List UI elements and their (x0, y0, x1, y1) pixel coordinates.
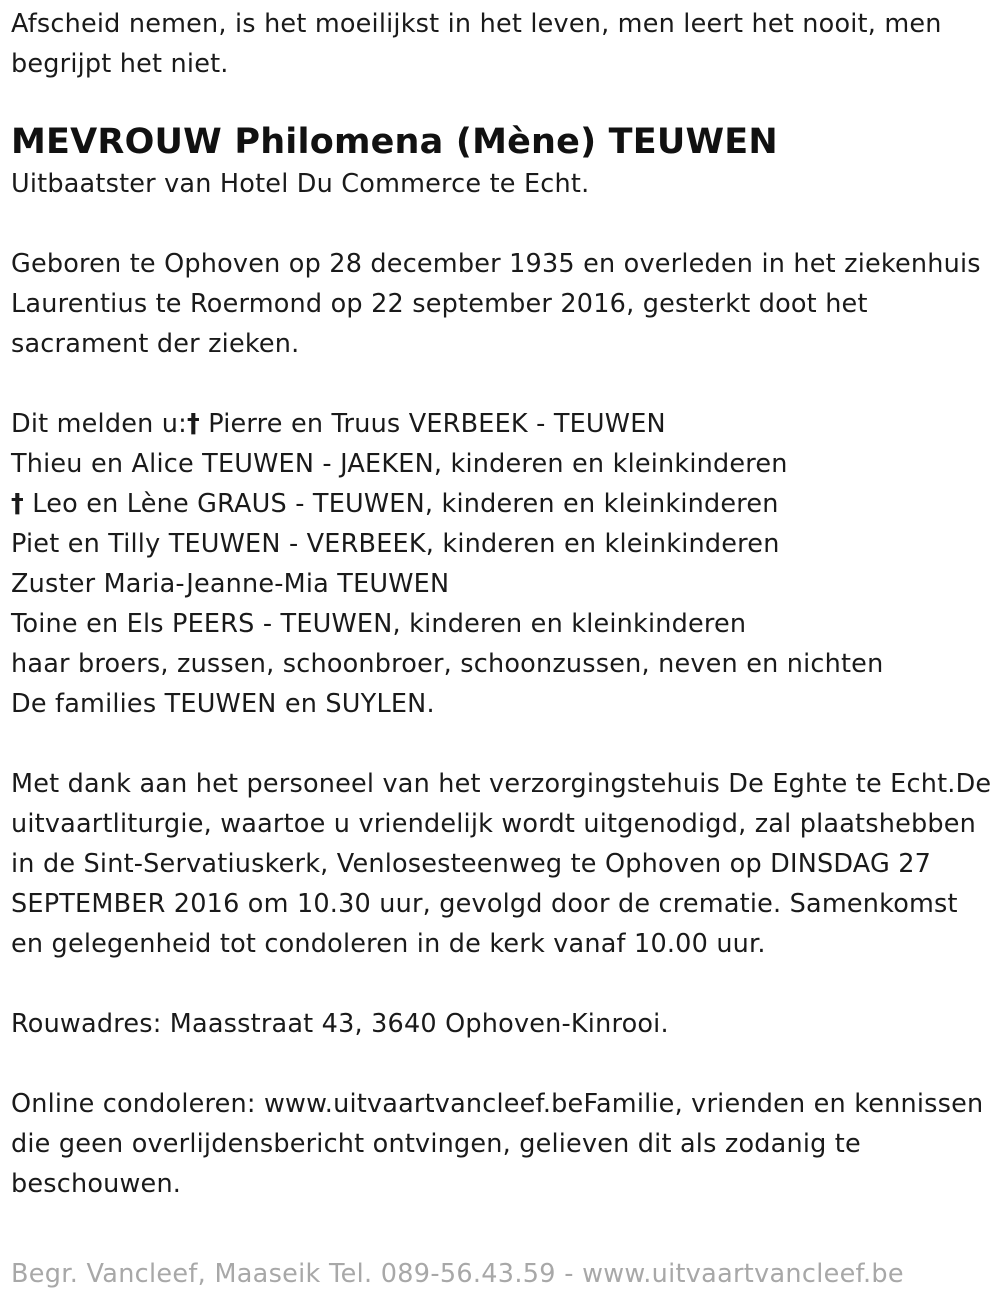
deceased-name: MEVROUW Philomena (Mène) TEUWEN (11, 122, 778, 162)
ceremony-text: Met dank aan het personeel van het verzorgingstehuis De Eghte te Echt.De uitvaartliturgie, waartoe u vriendelijk wordt uitgenodigd, zal plaatshebben in de Sint-Servatiuskerk, Venlosesteenweg te Ophoven op DINSDAG 27 SEPTEMBER 2016 om 10.30 uur, gevolgd door de crematie. Samenkomst en gelegenheid tot condoleren in de kerk vanaf 10.00 uur. (11, 769, 992, 959)
announcer-line: Zuster Maria-Jeanne-Mia TEUWEN (11, 569, 450, 599)
mourning-address: Rouwadres: Maasstraat 43, 3640 Ophoven-Kinrooi. (11, 1009, 669, 1039)
spacer (11, 204, 996, 244)
cross-icon: † (11, 489, 24, 519)
announcer-line (11, 484, 996, 524)
announcer-line: Thieu en Alice TEUWEN - JAEKEN, kinderen en kleinkinderen (11, 449, 788, 479)
announcer-line: Toine en Els PEERS - TEUWEN, kinderen en kleinkinderen (11, 609, 747, 639)
cross-icon: † (186, 409, 200, 439)
announcers-intro: Dit melden u: (11, 409, 187, 439)
deceased-occupation: Uitbaatster van Hotel Du Commerce te Echt. (11, 169, 590, 199)
announcer-line: haar broers, zussen, schoonbroer, schoonzussen, neven en nichten (11, 649, 884, 679)
spacer (11, 964, 996, 1004)
undertaker-footer: Begr. Vancleef, Maaseik Tel. 089-56.43.59 - www.uitvaartvancleef.be (11, 1259, 904, 1289)
opening-quote: Afscheid nemen, is het moeilijkst in het leven, men leert het nooit, men begrijpt het niet. (11, 9, 942, 79)
obituary-document (11, 4, 996, 1204)
birth-death-text: Geboren te Ophoven op 28 december 1935 en overleden in het ziekenhuis Laurentius te Roermond op 22 september 2016, gesterkt doot het sacrament der zieken. (11, 249, 981, 359)
spacer (11, 364, 996, 404)
online-condolences-text: Online condoleren: www.uitvaartvancleef.beFamilie, vrienden en kennissen die geen overlijdensbericht ontvingen, gelieven dit als zodanig te beschouwen. (11, 1089, 984, 1199)
announcer-name: Pierre en Truus VERBEEK - TEUWEN (199, 409, 666, 439)
announcer-line: De families TEUWEN en SUYLEN. (11, 689, 435, 719)
announcer-line: Piet en Tilly TEUWEN - VERBEEK, kinderen en kleinkinderen (11, 529, 780, 559)
spacer (11, 1044, 996, 1084)
spacer (11, 724, 996, 764)
announcer-line (11, 404, 996, 444)
spacer (11, 84, 996, 120)
announcers-list (11, 404, 996, 724)
announcer-name: Leo en Lène GRAUS - TEUWEN, kinderen en kleinkinderen (23, 489, 779, 519)
